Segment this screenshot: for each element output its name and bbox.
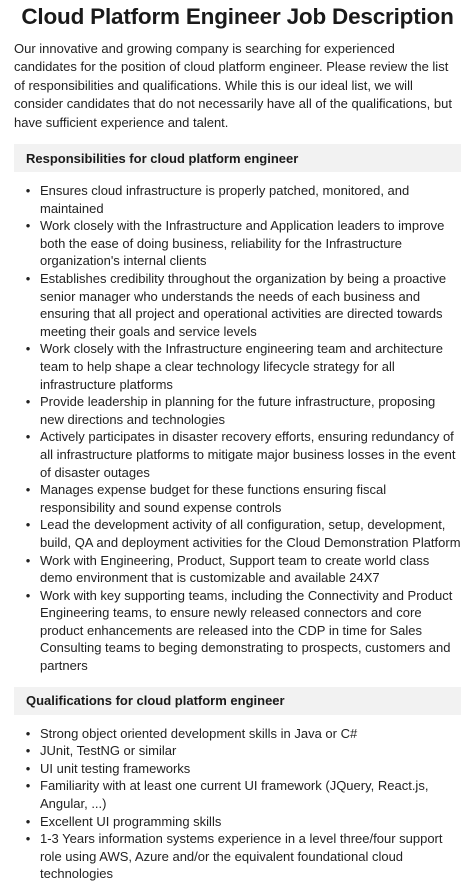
list-item-text: Lead the development activity of all configuration, setup, development, build, QA and deployment activities for the Cloud Demonstration Platform xyxy=(40,517,461,550)
list-item xyxy=(14,217,461,270)
list-item-text: Work closely with the Infrastructure and Application leaders to improve both the ease of doing business, reliability for the Infrastructure organization's internal clients xyxy=(40,218,445,269)
list-item-text: Ensures cloud infrastructure is properly patched, monitored, and maintained xyxy=(40,183,410,216)
bullet-icon: • xyxy=(25,482,31,498)
list-item-text: Work with Engineering, Product, Support team to create world class demo environment that is customizable and available 24X7 xyxy=(40,552,430,586)
bullet-icon: • xyxy=(25,429,31,445)
bullet-icon: • xyxy=(25,341,31,357)
bullet-icon: • xyxy=(25,587,31,603)
qualifications-heading xyxy=(14,687,461,715)
bullet-icon: • xyxy=(25,725,31,741)
intro-paragraph: Our innovative and growing company is searching for experienced candidates for the position of cloud platform engineer. Please review the list of responsibilities and qualifications. While this is our ideal list, we will consider candidates that do not necessarily have all of the qualifications, but have sufficient experience and talent. xyxy=(14,41,452,130)
bullet-icon: • xyxy=(25,183,31,199)
list-item-text: Work closely with the Infrastructure engineering team and architecture team to help shape a clear technology lifecycle strategy for all infrastructure platforms xyxy=(40,341,443,392)
list-item-text: Familiarity with at least one current UI framework (JQuery, React.js, Angular, ...) xyxy=(40,778,429,812)
list-item-text: Strong object oriented development skills in Java or C# xyxy=(40,725,358,741)
bullet-icon: • xyxy=(25,813,31,829)
list-item xyxy=(14,813,461,831)
list-item-text: Manages expense budget for these functions ensuring fiscal responsibility and sound expense controls xyxy=(40,482,387,515)
list-item xyxy=(14,516,461,551)
list-item xyxy=(14,830,461,883)
list-item-text: JUnit, TestNG or similar xyxy=(40,743,177,759)
list-item-text: Work with key supporting teams, including the Connectivity and Product Engineering teams, to ensure newly released connectors and core product enhancements are released into the CDP in time for Sales Consulting teams to beging demonstrating to prospects, customers and partners xyxy=(40,587,453,674)
bullet-icon: • xyxy=(25,271,31,286)
list-item xyxy=(14,340,461,393)
list-item xyxy=(14,552,461,587)
bullet-icon: • xyxy=(25,831,31,847)
list-item xyxy=(14,182,461,217)
bullet-icon: • xyxy=(25,517,31,533)
list-item xyxy=(14,393,461,428)
bullet-icon: • xyxy=(25,218,31,234)
list-item xyxy=(14,742,461,760)
responsibilities-heading xyxy=(14,144,461,172)
bullet-icon: • xyxy=(25,760,31,776)
qualifications-list xyxy=(14,725,461,883)
list-item xyxy=(14,777,461,812)
list-item-text: Excellent UI programming skills xyxy=(40,813,222,829)
list-item xyxy=(14,428,461,481)
list-item-text: Provide leadership in planning for the future infrastructure, proposing new directions and technologies xyxy=(40,394,436,427)
list-item xyxy=(14,587,461,675)
list-item-text: UI unit testing frameworks xyxy=(40,760,191,776)
list-item xyxy=(14,270,461,340)
list-item-text: 1-3 Years information systems experience in a level three/four support role using AWS, Azure and/or the equivalent foundational cloud technologies xyxy=(40,831,443,882)
qualifications-heading-text: Qualifications for cloud platform engineer xyxy=(26,693,285,709)
list-item xyxy=(14,725,461,743)
list-item-text: Establishes credibility throughout the organization by being a proactive senior manager who understands the needs of each business and ensuring that all project and operational activities are directed towards meeting their goals and service levels xyxy=(40,271,447,339)
list-item-text: Actively participates in disaster recovery efforts, ensuring redundancy of all infrastructure platforms to mitigate major business losses in the event of disaster outages xyxy=(40,429,456,480)
bullet-icon: • xyxy=(25,778,31,794)
bullet-icon: • xyxy=(25,552,31,568)
page-title: Cloud Platform Engineer Job Description xyxy=(21,4,454,29)
bullet-icon: • xyxy=(25,394,31,410)
list-item xyxy=(14,760,461,778)
list-item xyxy=(14,481,461,516)
responsibilities-list xyxy=(14,182,461,675)
bullet-icon: • xyxy=(25,743,31,759)
responsibilities-heading-text: Responsibilities for cloud platform engineer xyxy=(26,150,299,166)
